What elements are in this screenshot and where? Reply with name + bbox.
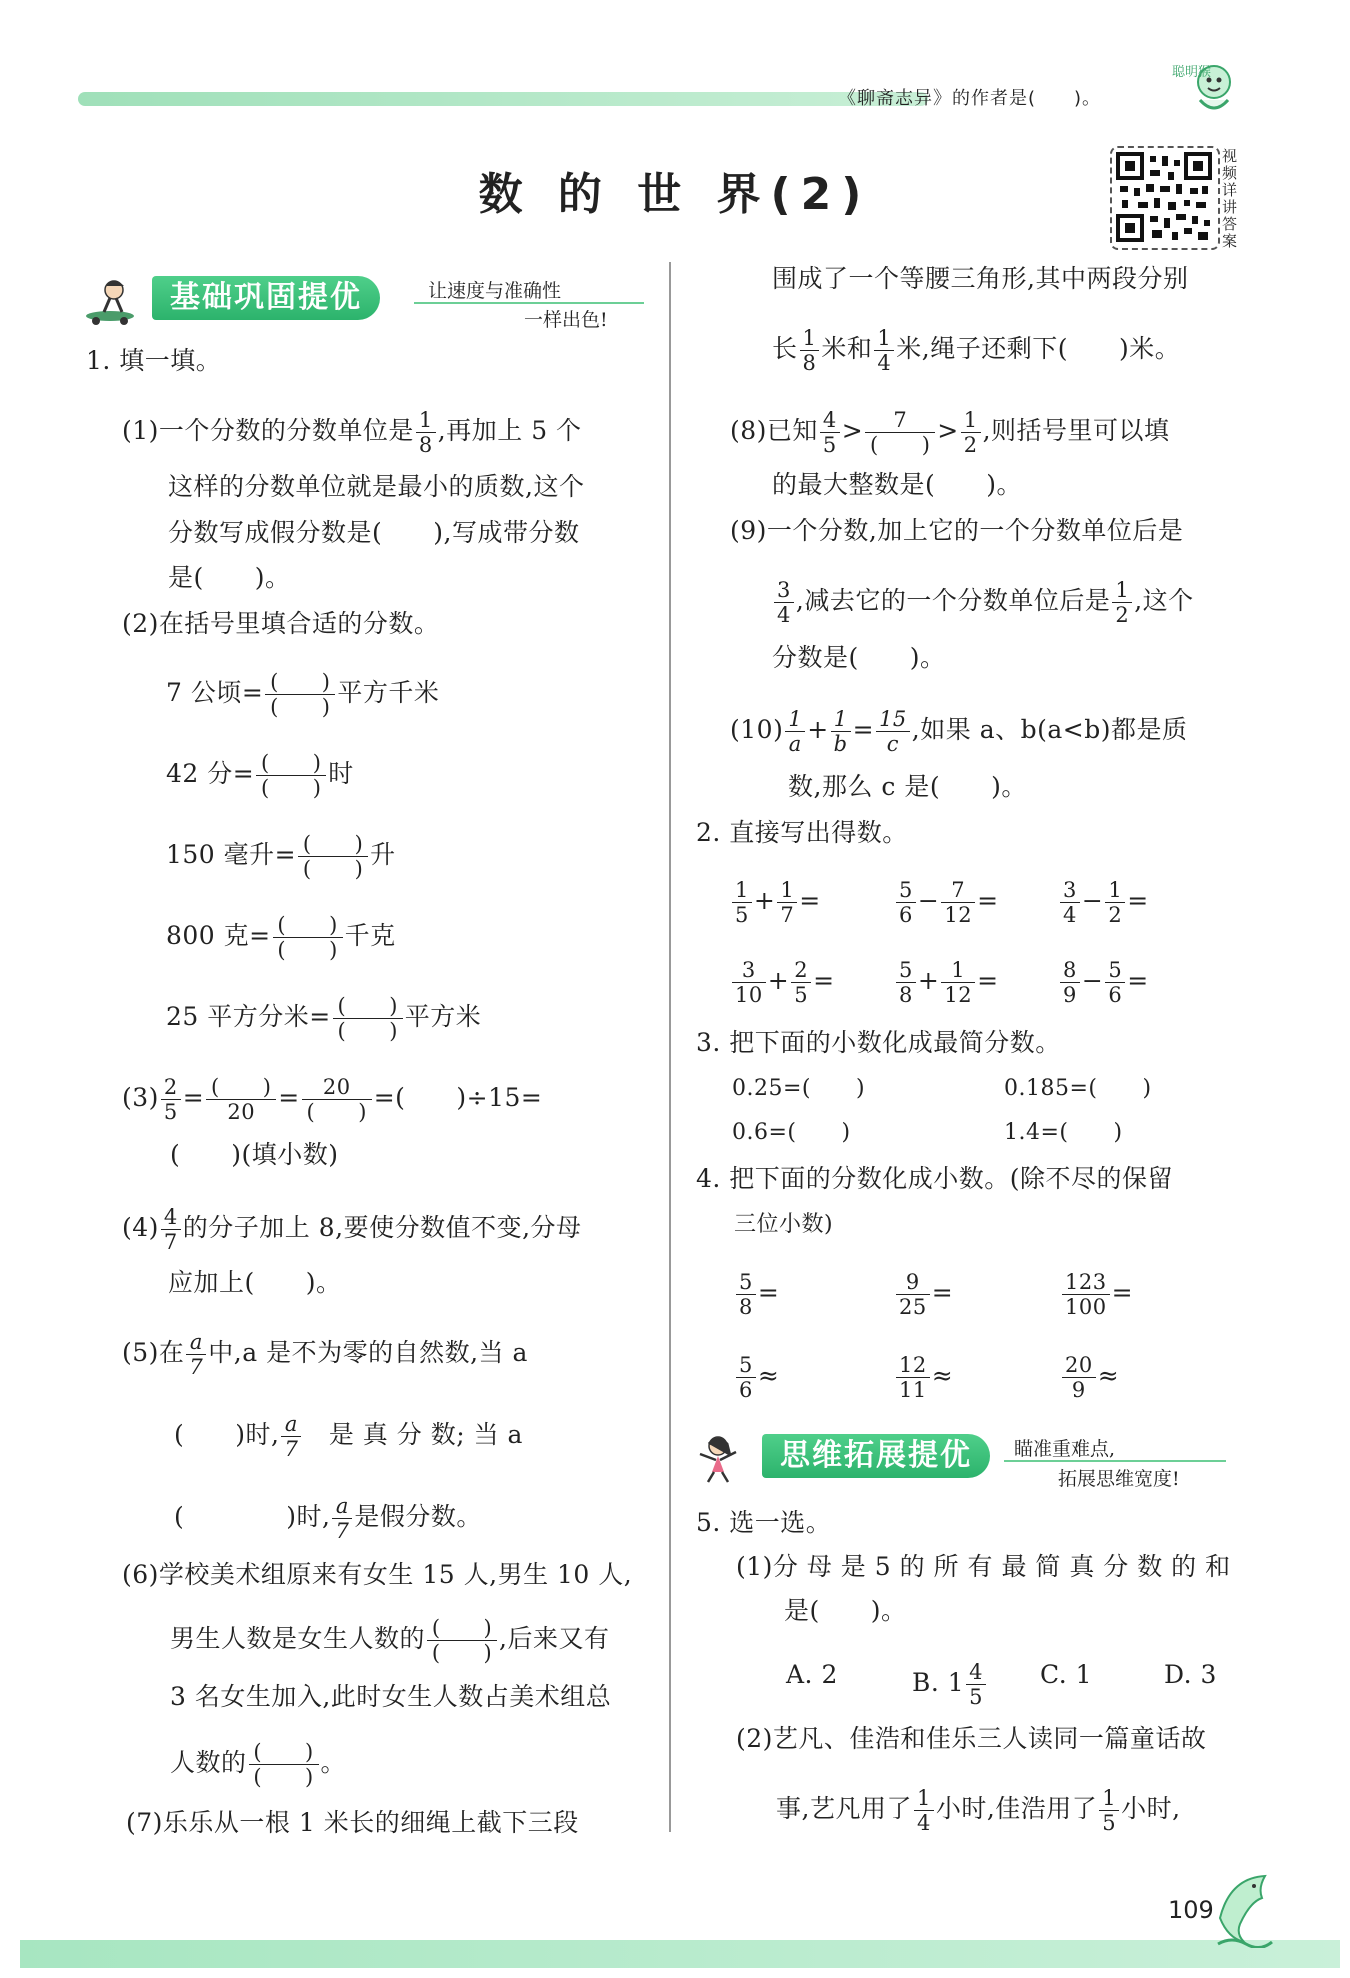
monkey-mascot-icon bbox=[1170, 56, 1240, 122]
q1-p6-line2: 男生人数是女生人数的 $\frac{( )}{( )}$ ,后来又有 bbox=[170, 1616, 610, 1665]
q1-p9-line1: (9)一个分数,加上它的一个分数单位后是 bbox=[730, 516, 1184, 545]
section-slogan-basic-2: 一样出色! bbox=[524, 309, 608, 331]
q1-p3-line1: (3) $\frac{2}{5}$ = $\frac{( )}{20}$ = $\frac{20}{( )}$ =( )÷15= bbox=[122, 1075, 543, 1124]
q1-p10-line2: 数,那么 c 是( )。 bbox=[788, 772, 1027, 801]
q2-item-2[interactable]: $\frac{5}{6}$ − $\frac{7}{12}$ = bbox=[894, 878, 999, 927]
trivia-question: 《聊斋志异》的作者是( )。 bbox=[838, 88, 1102, 109]
q1-p2-row-5: 25 平方分米= $\frac{( )}{( )}$ 平方米 bbox=[166, 994, 482, 1043]
q1-p1-text-b: ,再加上 5 个 bbox=[437, 416, 582, 445]
column-divider bbox=[669, 262, 671, 1832]
qr-code[interactable] bbox=[1110, 146, 1220, 250]
q4-item-2[interactable]: $\frac{9}{25}$ = bbox=[894, 1270, 953, 1319]
dancing-girl-icon bbox=[694, 1434, 760, 1484]
q4-item-5[interactable]: $\frac{12}{11}$ ≈ bbox=[894, 1353, 953, 1402]
q5-option-b[interactable]: B. 1 $\frac{4}{5}$ bbox=[912, 1660, 988, 1709]
q2-item-1[interactable]: $\frac{1}{5}$ + $\frac{1}{7}$ = bbox=[730, 878, 821, 927]
q5-p2-line1: (2)艺凡、佳浩和佳乐三人读同一篇童话故 bbox=[736, 1724, 1207, 1753]
q1-p2-row-1: 7 公顷= $\frac{( )}{( )}$ 平方千米 bbox=[166, 670, 440, 719]
q3-item-4[interactable]: 1.4=( ) bbox=[1004, 1120, 1123, 1145]
answer-fraction-blank[interactable]: $\frac{7}{( )}$ bbox=[865, 408, 935, 457]
q2-item-5[interactable]: $\frac{5}{8}$ + $\frac{1}{12}$ = bbox=[894, 958, 999, 1007]
q1-p5-line2: ( )时, $\frac{a}{7}$ 是 真 分 数; 当 a bbox=[174, 1412, 523, 1461]
section-rule-basic bbox=[414, 302, 644, 304]
section-banner-extend bbox=[694, 1434, 1234, 1490]
answer-fraction-blank[interactable]: $\frac{( )}{( )}$ bbox=[298, 832, 368, 881]
q1-p8-line2: 的最大整数是( )。 bbox=[772, 470, 1023, 499]
answer-fraction-blank[interactable]: $\frac{( )}{20}$ bbox=[206, 1075, 276, 1124]
q1-p1-line1 bbox=[122, 408, 582, 457]
q2-item-6[interactable]: $\frac{8}{9}$ − $\frac{5}{6}$ = bbox=[1058, 958, 1149, 1007]
q3-item-3[interactable]: 0.6=( ) bbox=[732, 1120, 851, 1145]
q1-p10-line1: (10) $\frac{1}{a}$ + $\frac{1}{b}$ = $\frac{15}{c}$ ,如果 a、b(a<b)都是质 bbox=[730, 707, 1188, 756]
q2-heading: 2. 直接写出得数。 bbox=[696, 818, 908, 847]
answer-fraction-blank[interactable]: $\frac{20}{( )}$ bbox=[302, 1075, 372, 1124]
q1-p1-line4: 是( )。 bbox=[168, 563, 291, 592]
q3-item-1[interactable]: 0.25=( ) bbox=[732, 1076, 866, 1101]
q1-p6-line4: 人数的 $\frac{( )}{( )}$ 。 bbox=[170, 1740, 347, 1789]
q1-p2-line: (2)在括号里填合适的分数。 bbox=[122, 609, 440, 638]
section-slogan-extend-1: 瞄准重难点, bbox=[1014, 1438, 1116, 1460]
q1-p1-text-a: (1)一个分数的分数单位是 bbox=[122, 416, 414, 445]
q5-p1-line2: 是( )。 bbox=[784, 1596, 907, 1625]
q1-p4-line2: 应加上( )。 bbox=[168, 1268, 342, 1297]
q1-p3-line2: ( )(填小数) bbox=[170, 1140, 339, 1169]
answer-fraction-blank[interactable]: $\frac{( )}{( )}$ bbox=[265, 670, 335, 719]
page-title: 数 的 世 界(2) bbox=[478, 169, 872, 220]
answer-fraction-blank[interactable]: $\frac{( )}{( )}$ bbox=[333, 994, 403, 1043]
q5-heading: 5. 选一选。 bbox=[696, 1508, 832, 1537]
section-slogan-extend-2: 拓展思维宽度! bbox=[1058, 1468, 1180, 1490]
skateboard-kid-icon bbox=[84, 276, 150, 326]
q1-p7-line2: 围成了一个等腰三角形,其中两段分别 bbox=[772, 264, 1189, 293]
q4-item-3[interactable]: $\frac{123}{100}$ = bbox=[1060, 1270, 1133, 1319]
q1-p8-line1: (8)已知 $\frac{4}{5}$ > $\frac{7}{( )}$ > $\frac{1}{2}$ ,则括号里可以填 bbox=[730, 408, 1170, 457]
q3-heading: 3. 把下面的小数化成最简分数。 bbox=[696, 1028, 1061, 1057]
q1-p2-row-3: 150 毫升= $\frac{( )}{( )}$ 升 bbox=[166, 832, 396, 881]
q2-item-3[interactable]: $\frac{3}{4}$ − $\frac{1}{2}$ = bbox=[1058, 878, 1149, 927]
q5-p2-line2: 事,艺凡用了 $\frac{1}{4}$ 小时,佳浩用了 $\frac{1}{5}$ 小时, bbox=[776, 1786, 1181, 1835]
q1-p5-line1: (5)在 $\frac{a}{7}$ 中,a 是不为零的自然数,当 a bbox=[122, 1330, 528, 1379]
top-decor-band bbox=[78, 92, 928, 106]
q1-p9-line3: 分数是( )。 bbox=[772, 643, 946, 672]
bottom-decor-band bbox=[20, 1940, 1340, 1968]
q5-p1-line1: (1)分 母 是 5 的 所 有 最 简 真 分 数 的 和 bbox=[736, 1552, 1231, 1581]
q1-p1-line3: 分数写成假分数是( ),写成带分数 bbox=[168, 518, 580, 547]
q1-p4-line1: (4) $\frac{4}{7}$ 的分子加上 8,要使分数值不变,分母 bbox=[122, 1205, 582, 1254]
q2-item-4[interactable]: $\frac{3}{10}$ + $\frac{2}{5}$ = bbox=[730, 958, 835, 1007]
answer-fraction-blank[interactable]: $\frac{( )}{( )}$ bbox=[273, 913, 343, 962]
q4-item-6[interactable]: $\frac{20}{9}$ ≈ bbox=[1060, 1353, 1119, 1402]
q5-option-a[interactable]: A. 2 bbox=[786, 1660, 838, 1689]
q4-item-1[interactable]: $\frac{5}{8}$ = bbox=[734, 1270, 779, 1319]
q1-p1-line2: 这样的分数单位就是最小的质数,这个 bbox=[168, 472, 585, 501]
section-label-extend: 思维拓展提优 bbox=[762, 1434, 990, 1478]
q4-item-4[interactable]: $\frac{5}{6}$ ≈ bbox=[734, 1353, 779, 1402]
q3-item-2[interactable]: 0.185=( ) bbox=[1004, 1076, 1152, 1101]
q1-heading: 1. 填一填。 bbox=[86, 346, 222, 375]
mascot-text: 聪明猴 bbox=[1172, 65, 1212, 80]
answer-fraction-blank[interactable]: $\frac{( )}{( )}$ bbox=[256, 751, 326, 800]
q1-p2-row-2: 42 分= $\frac{( )}{( )}$ 时 bbox=[166, 751, 354, 800]
section-banner-basic bbox=[84, 276, 654, 332]
q1-p5-line3: ( )时, $\frac{a}{7}$ 是假分数。 bbox=[174, 1494, 482, 1543]
section-label-basic: 基础巩固提优 bbox=[152, 276, 380, 320]
q5-option-d[interactable]: D. 3 bbox=[1164, 1660, 1217, 1689]
section-slogan-basic-1: 让速度与准确性 bbox=[428, 280, 562, 302]
q1-p7-line3: 长 $\frac{1}{8}$ 米和 $\frac{1}{4}$ 米,绳子还剩下( )米。 bbox=[772, 326, 1181, 375]
q1-p9-line2: $\frac{3}{4}$ ,减去它的一个分数单位后是 $\frac{1}{2}$ ,这个 bbox=[772, 578, 1194, 627]
answer-fraction-blank[interactable]: $\frac{( )}{( )}$ bbox=[427, 1616, 497, 1665]
qr-code-icon bbox=[1116, 152, 1214, 244]
q4-heading-2: 三位小数) bbox=[734, 1212, 834, 1237]
q1-p7-line1: (7)乐乐从一根 1 米长的细绳上截下三段 bbox=[126, 1808, 579, 1837]
answer-fraction-blank[interactable]: $\frac{( )}{( )}$ bbox=[249, 1740, 319, 1789]
section-rule-extend bbox=[1004, 1460, 1226, 1462]
q1-p6-line1: (6)学校美术组原来有女生 15 人,男生 10 人, bbox=[122, 1560, 633, 1589]
q1-p2-row-4: 800 克= $\frac{( )}{( )}$ 千克 bbox=[166, 913, 396, 962]
q1-p1-fraction: $\frac{1}{8}$ bbox=[416, 408, 436, 457]
q1-p6-line3: 3 名女生加入,此时女生人数占美术组总 bbox=[170, 1682, 612, 1711]
dolphin-icon bbox=[1210, 1868, 1280, 1948]
page-number: 109 bbox=[1168, 1896, 1214, 1924]
q4-heading: 4. 把下面的分数化成小数。(除不尽的保留 bbox=[696, 1164, 1174, 1193]
qr-label: 视频详讲答案 bbox=[1222, 147, 1238, 250]
q5-option-c[interactable]: C. 1 bbox=[1040, 1660, 1093, 1689]
